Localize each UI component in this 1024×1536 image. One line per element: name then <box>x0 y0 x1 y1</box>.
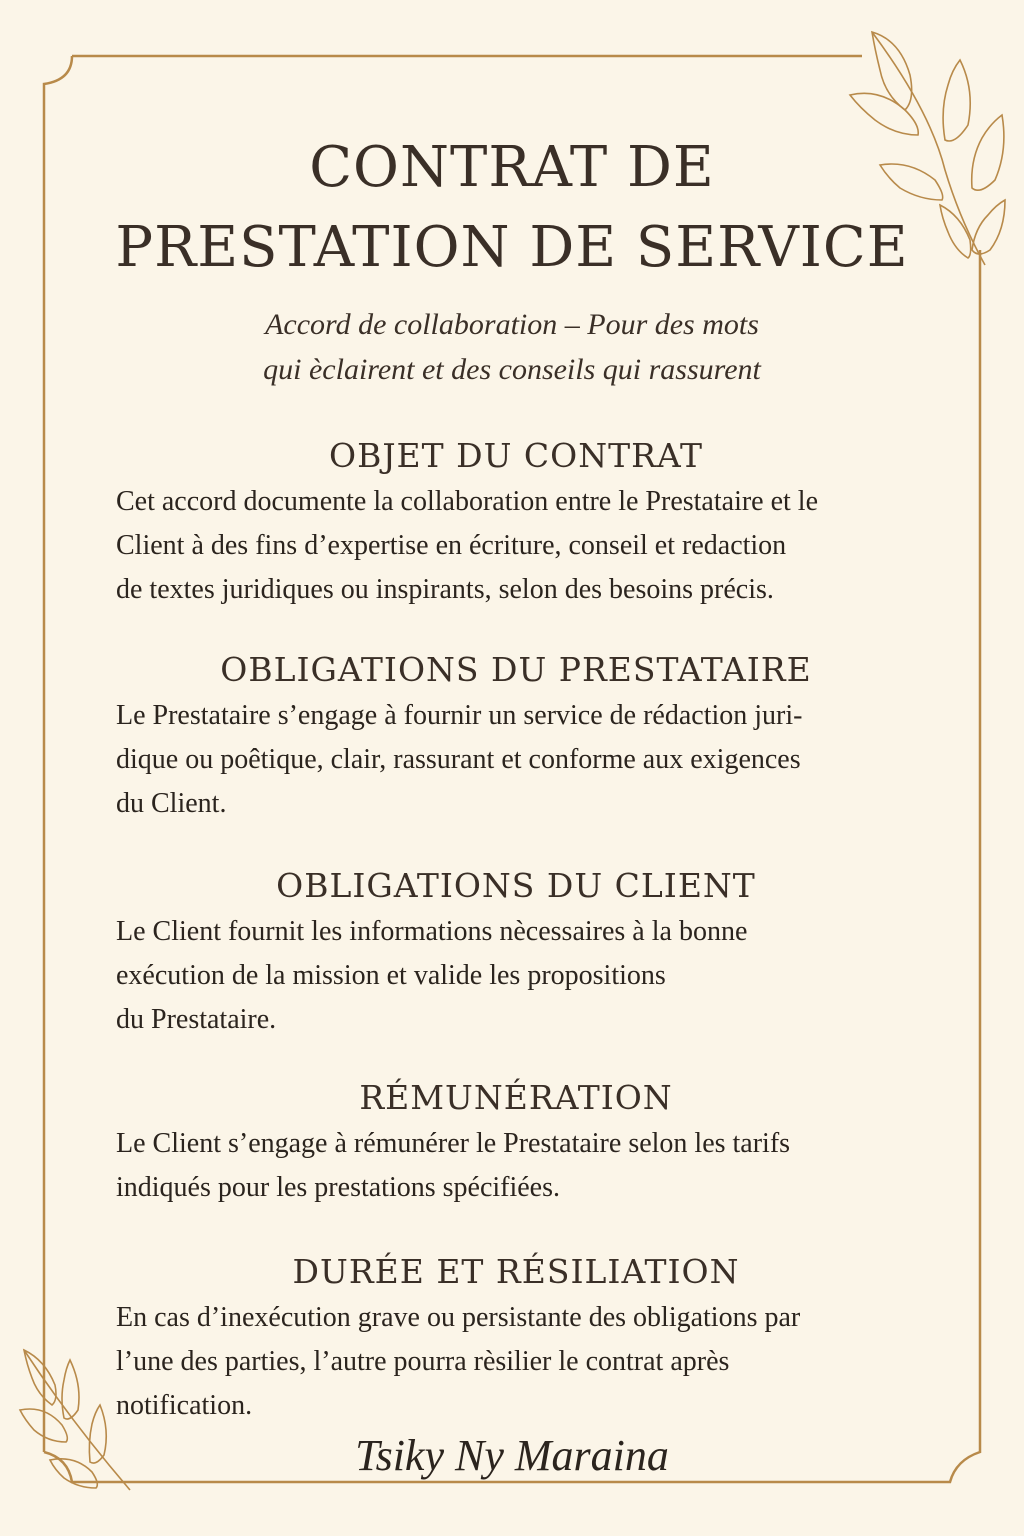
section-obligations-du-client <box>116 864 916 1042</box>
subtitle-line-2: qui èclairent et des conseils qui rassurent <box>263 353 761 386</box>
title-line-2: PRESTATION DE SERVICE <box>115 215 909 280</box>
contract-subtitle <box>0 302 1024 392</box>
subtitle-line-1: Accord de collaboration – Pour des mots <box>265 308 759 341</box>
section-heading: OBLIGATIONS DU PRESTATAIRE <box>220 650 812 689</box>
section-heading: OBJET DU CONTRAT <box>329 436 703 475</box>
section-body: Le Client s’engage à rémunérer le Prestataire selon les tarifs indiqués pour les prestations spécifiées. <box>116 1128 791 1203</box>
section-remuneration <box>116 1076 916 1210</box>
title-line-1: CONTRAT DE <box>309 135 715 200</box>
section-objet-du-contrat <box>116 434 916 612</box>
contract-title <box>0 128 1024 288</box>
section-obligations-du-prestataire <box>116 648 916 826</box>
section-body: Le Prestataire s’engage à fournir un service de rédaction juri- dique ou poêtique, clair, rassurant et conforme aux exigences du Client. <box>116 700 803 819</box>
signature: Tsiky Ny Maraina <box>355 1431 669 1480</box>
section-body: Le Client fournit les informations nècessaires à la bonne exécution de la mission et valide les propositions du Prestataire. <box>116 916 748 1035</box>
section-body: Cet accord documente la collaboration entre le Prestataire et le Client à des fins d’expertise en écriture, conseil et redaction de textes juridiques ou inspirants, selon des besoins précis. <box>116 486 819 605</box>
section-duree-et-resiliation <box>116 1250 916 1428</box>
section-heading: RÉMUNÉRATION <box>359 1078 673 1117</box>
section-heading: OBLIGATIONS DU CLIENT <box>276 866 756 905</box>
section-heading: DURÉE ET RÉSILIATION <box>292 1252 740 1291</box>
section-body: En cas d’inexécution grave ou persistante des obligations par l’une des parties, l’autre pourra rèsilier le contrat après notification. <box>116 1302 801 1421</box>
